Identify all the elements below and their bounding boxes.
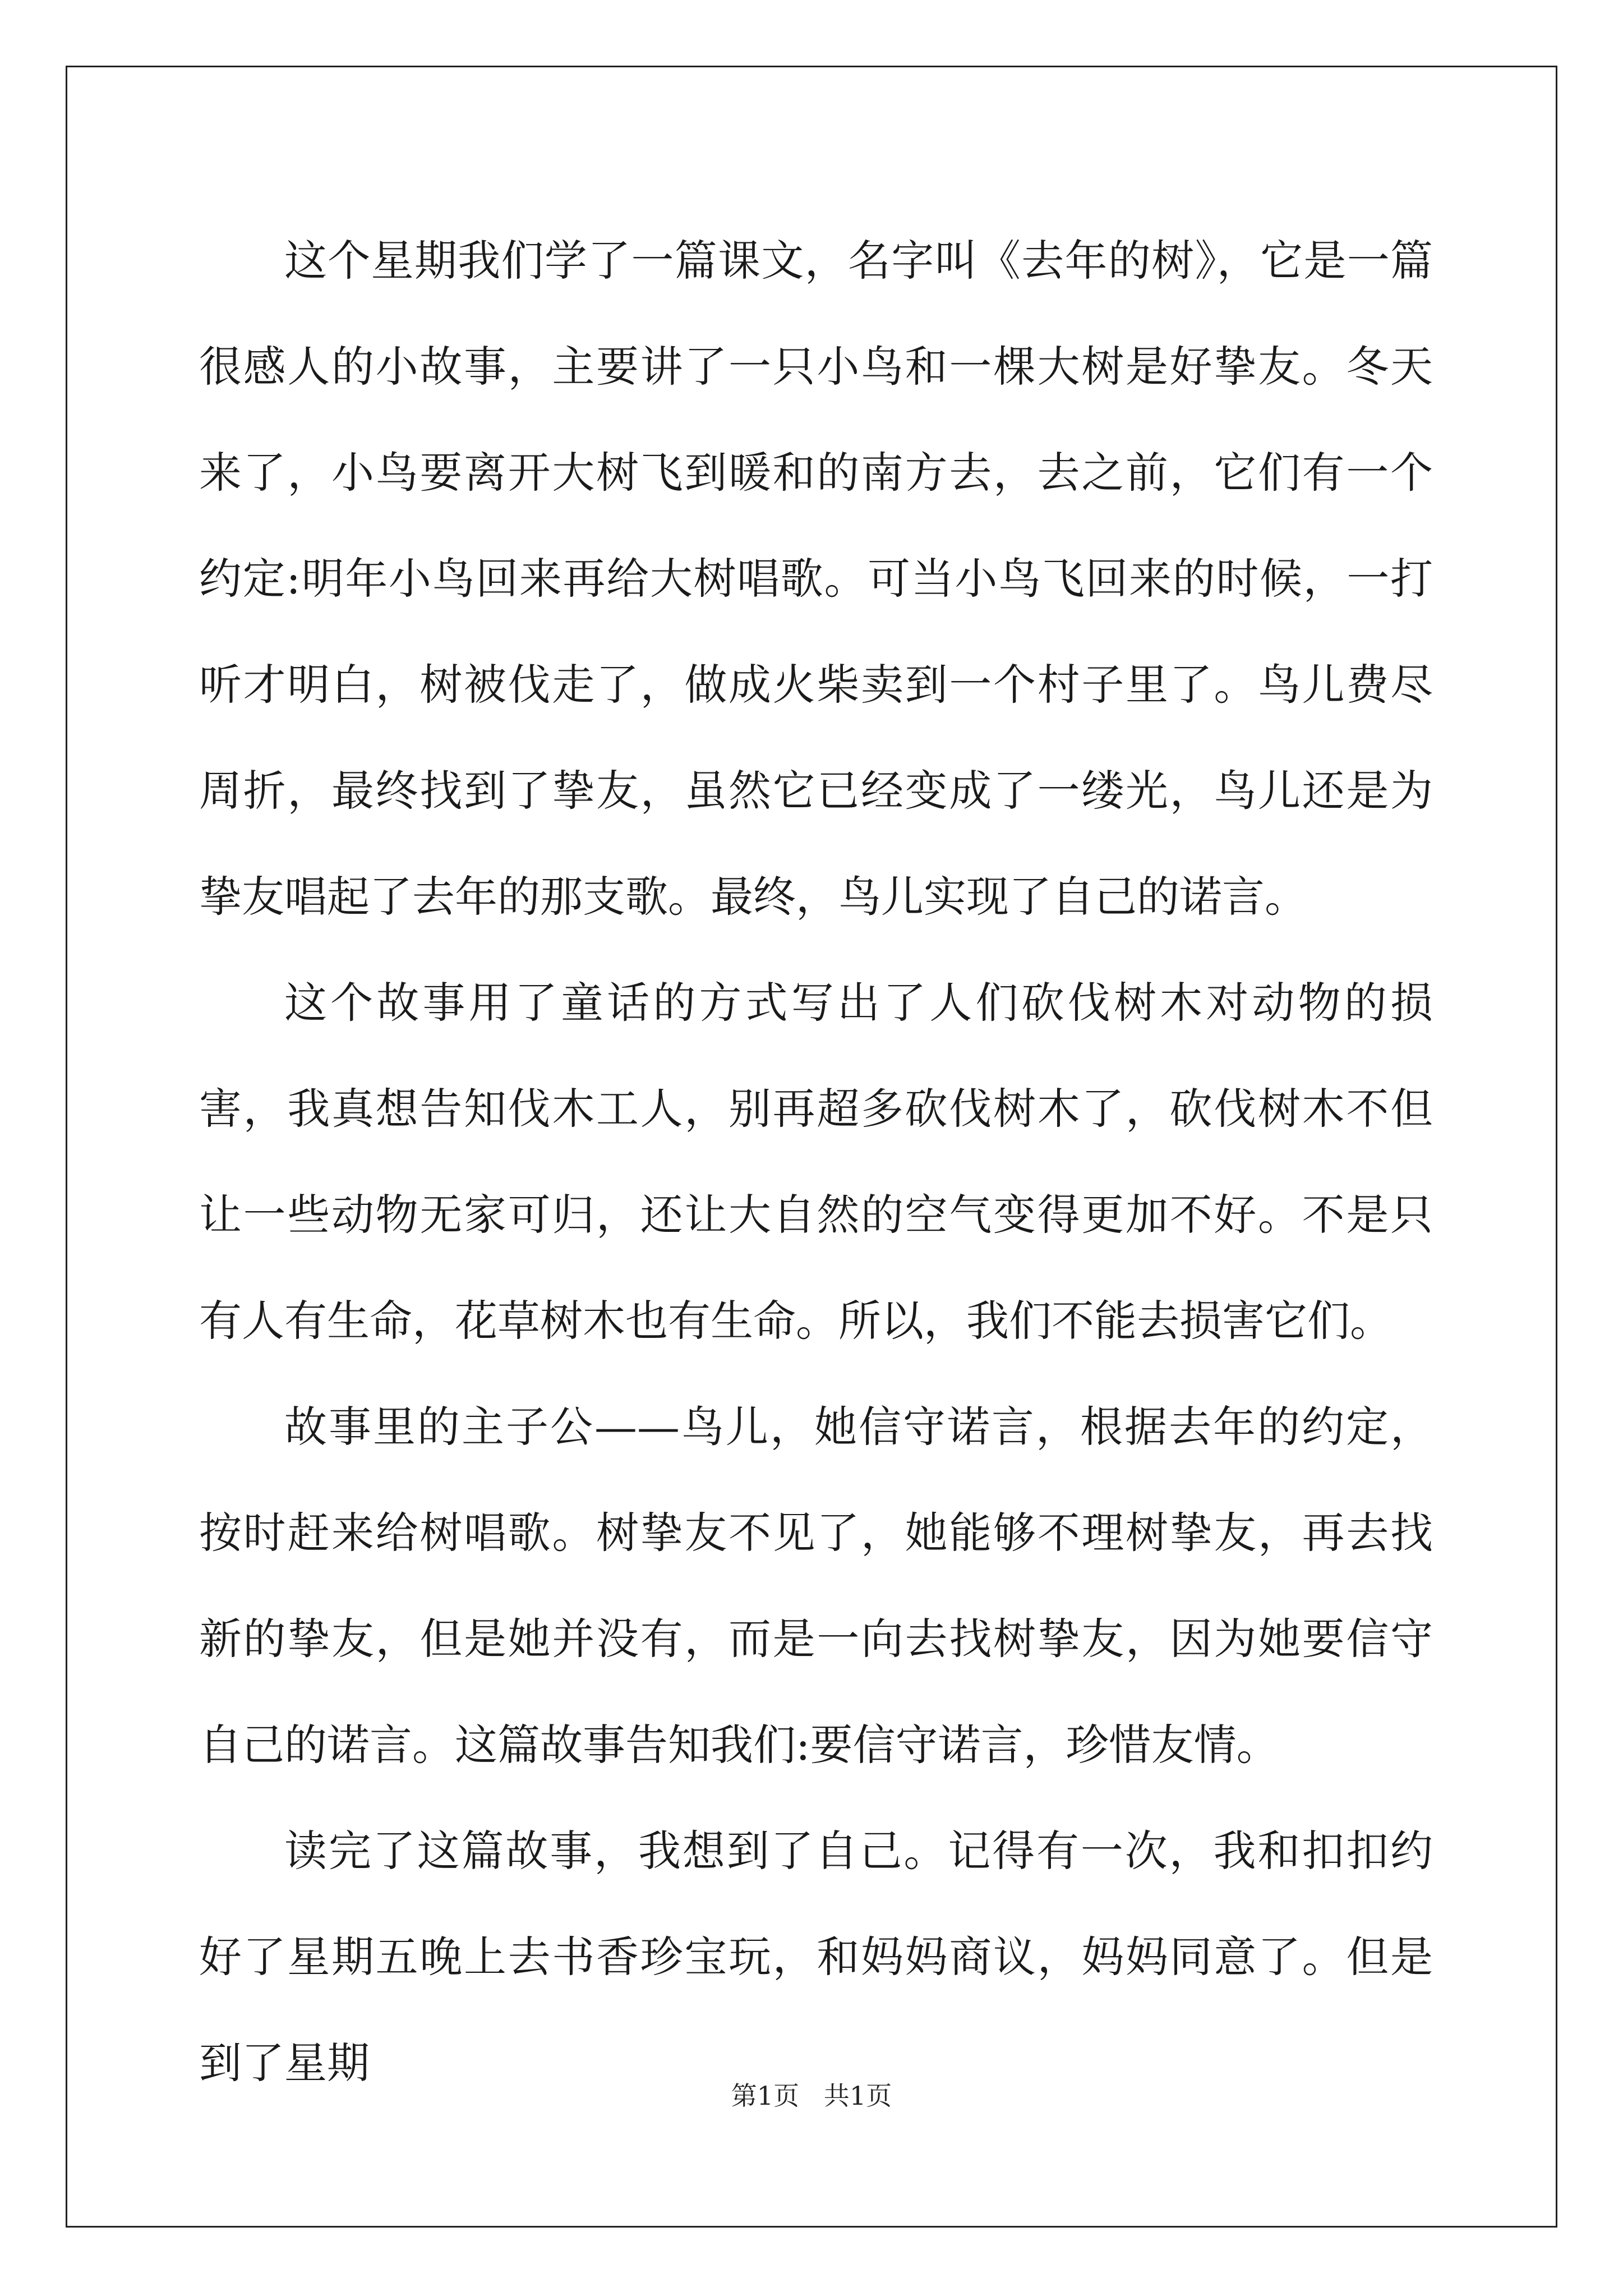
- paragraph-1: 这个星期我们学了一篇课文，名字叫《去年的树》，它是一篇很感人的小故事，主要讲了一只小鸟和一棵大树是好挚友。冬天来了，小鸟要离开大树飞到暖和的南方去，去之前，它们有一个约定:明年小鸟回来再给大树唱歌。可当小鸟飞回来的时候，一打听才明白，树被伐走了，做成火柴卖到一个村子里了。鸟儿费尽周折，最终找到了挚友，虽然它已经变成了一缕光，鸟儿还是为挚友唱起了去年的那支歌。最终，鸟儿实现了自己的诺言。: [199, 236, 1433, 922]
- paragraph-2: 这个故事用了童话的方式写出了人们砍伐树木对动物的损害，我真想告知伐木工人，别再超多砍伐树木了，砍伐树木不但让一些动物无家可归，还让大自然的空气变得更加不好。不是只有人有生命，花草树木也有生命。所以，我们不能去损害它们。: [199, 978, 1433, 1346]
- paragraph-3: 故事里的主子公——鸟儿，她信守诺言，根据去年的约定，按时赶来给树唱歌。树挚友不见了，她能够不理树挚友，再去找新的挚友，但是她并没有，而是一向去找树挚友，因为她要信守自己的诺言。这篇故事告知我们:要信守诺言，珍惜友情。: [199, 1402, 1433, 1770]
- document-body: [199, 208, 1433, 2116]
- page-number-footer: 第1页 共1页: [731, 2081, 892, 2111]
- paragraph-4: 读完了这篇故事，我想到了自己。记得有一次，我和扣扣约好了星期五晚上去书香珍宝玩，和妈妈商议，妈妈同意了。但是到了星期: [199, 1826, 1433, 2088]
